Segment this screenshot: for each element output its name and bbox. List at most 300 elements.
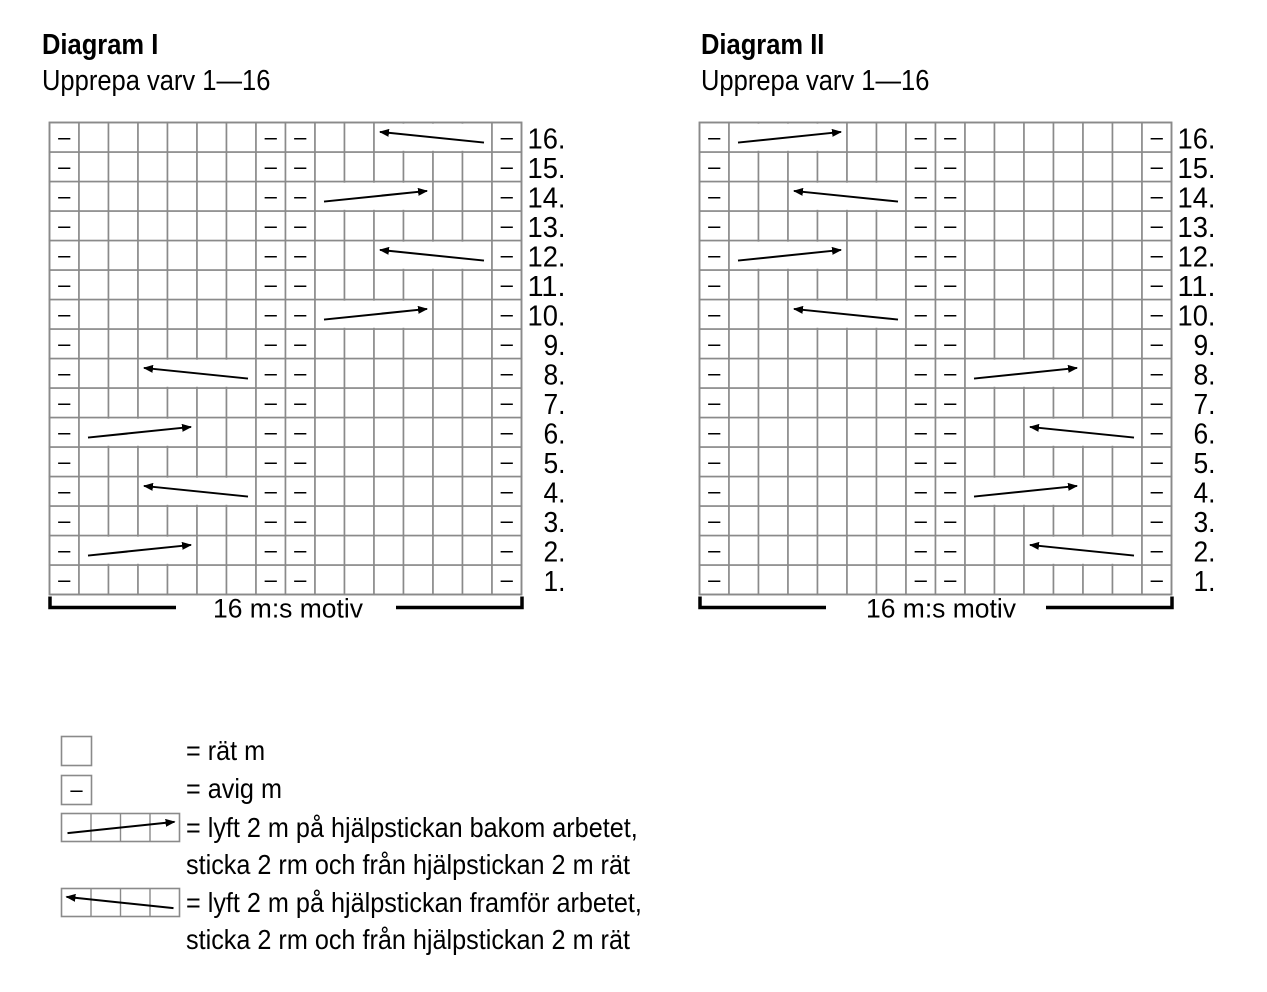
diagram-2-knit-cell xyxy=(788,359,818,389)
diagram-1-motif-bracket-left xyxy=(50,597,176,608)
diagram-2-purl-symbol: – xyxy=(944,389,957,415)
diagram-1-knit-cell xyxy=(79,359,109,389)
diagram-2-knit-cell xyxy=(818,211,848,241)
diagram-2-purl-symbol: – xyxy=(944,419,957,445)
diagram-2-knit-cell xyxy=(1054,270,1084,300)
diagram-2-knit-cell xyxy=(965,388,995,418)
diagram-2-purl-symbol: – xyxy=(1150,124,1163,150)
diagram-2-knit-cell xyxy=(965,536,995,566)
diagram-2-knit-cell xyxy=(995,152,1025,182)
diagram-2-purl-symbol: – xyxy=(944,330,957,356)
diagram-2-row-label: 9. xyxy=(1193,329,1216,362)
diagram-2-purl-symbol: – xyxy=(1150,301,1163,327)
diagram-2-knit-cell xyxy=(995,241,1025,271)
diagram-1-knit-cell xyxy=(168,447,198,477)
diagram-2-knit-cell xyxy=(818,565,848,595)
diagram-2-row-label: 16. xyxy=(1177,123,1216,156)
diagram-2-knit-cell xyxy=(1024,506,1054,536)
diagram-2-row-label: 2. xyxy=(1193,536,1216,569)
diagram-1-purl-symbol: – xyxy=(500,389,513,415)
diagram-1-knit-cell xyxy=(138,388,168,418)
diagram-1-knit-cell xyxy=(463,152,493,182)
diagram-1-knit-cell xyxy=(315,536,345,566)
diagram-2-motif-label: 16 m:s motiv xyxy=(866,593,1017,624)
diagram-2-knit-cell xyxy=(877,447,907,477)
diagram-2-knit-cell xyxy=(1024,152,1054,182)
diagram-2-knit-cell xyxy=(965,447,995,477)
diagram-1-motif-label: 16 m:s motiv xyxy=(213,593,364,624)
legend-cable-right-text-1: = lyft 2 m på hjälpstickan bakom arbetet, xyxy=(186,812,638,843)
diagram-1-knit-cell xyxy=(138,152,168,182)
diagram-1-knit-cell xyxy=(374,565,404,595)
diagram-1-row-label: 9. xyxy=(543,329,566,362)
diagram-1-knit-cell xyxy=(79,506,109,536)
diagram-1-knit-cell xyxy=(227,388,257,418)
diagram-1-purl-symbol: – xyxy=(58,330,71,356)
diagram-1-knit-cell xyxy=(315,211,345,241)
diagram-2-purl-symbol: – xyxy=(914,389,927,415)
diagram-1-knit-cell xyxy=(404,211,434,241)
diagram-1-knit-cell xyxy=(463,418,493,448)
diagram-2-purl-symbol: – xyxy=(944,566,957,592)
diagram-1-purl-symbol: – xyxy=(294,212,307,238)
diagram-2-purl-symbol: – xyxy=(1150,183,1163,209)
diagram-1-row-label: 10. xyxy=(527,300,566,333)
diagram-2-knit-cell xyxy=(788,270,818,300)
diagram-2-knit-cell xyxy=(995,182,1025,212)
diagram-1-knit-cell xyxy=(345,477,375,507)
diagram-2-knit-cell xyxy=(1054,329,1084,359)
diagram-2-knit-cell xyxy=(818,152,848,182)
diagram-2-knit-cell xyxy=(847,506,877,536)
diagram-1-purl-symbol: – xyxy=(58,242,71,268)
diagram-2-knit-cell xyxy=(818,477,848,507)
diagram-2-knit-cell xyxy=(1113,359,1143,389)
diagram-1-purl-symbol: – xyxy=(500,360,513,386)
diagram-2-knit-cell xyxy=(1113,270,1143,300)
diagram-1-knit-cell xyxy=(463,388,493,418)
diagram-1-knit-cell xyxy=(315,241,345,271)
diagram-1-motif-bracket-right xyxy=(396,597,522,608)
diagram-1-purl-symbol: – xyxy=(58,271,71,297)
diagram-1-knit-cell xyxy=(374,270,404,300)
diagram-2-knit-cell xyxy=(759,418,789,448)
diagram-1-knit-cell xyxy=(345,536,375,566)
diagram-1-knit-cell xyxy=(197,506,227,536)
diagram-2-knit-cell xyxy=(1054,123,1084,153)
diagram-1-knit-cell xyxy=(227,447,257,477)
diagram-2-knit-cell xyxy=(1024,270,1054,300)
diagram-2-knit-cell xyxy=(877,506,907,536)
diagram-1-knit-cell xyxy=(79,211,109,241)
diagram-1-purl-symbol: – xyxy=(264,153,277,179)
diagram-1-purl-symbol: – xyxy=(500,507,513,533)
diagram-1-knit-cell xyxy=(79,447,109,477)
diagram-1-knit-cell xyxy=(197,329,227,359)
diagram-1-purl-symbol: – xyxy=(500,124,513,150)
diagram-1-purl-symbol: – xyxy=(294,448,307,474)
diagram-1-knit-cell xyxy=(227,123,257,153)
diagram-1-knit-cell xyxy=(463,182,493,212)
diagram-1-knit-cell xyxy=(374,536,404,566)
diagram-2-purl-symbol: – xyxy=(708,183,721,209)
diagram-2-knit-cell xyxy=(818,536,848,566)
diagram-2-knit-cell xyxy=(759,152,789,182)
diagram-1-purl-symbol: – xyxy=(58,183,71,209)
diagram-2-purl-symbol: – xyxy=(914,478,927,504)
diagram-1-knit-cell xyxy=(404,418,434,448)
diagram-1-knit-cell xyxy=(345,506,375,536)
diagram-1-knit-cell xyxy=(109,123,139,153)
diagram-1-knit-cell xyxy=(79,329,109,359)
diagram-2-knit-cell xyxy=(788,477,818,507)
diagram-2-knit-cell xyxy=(847,329,877,359)
diagram-1-purl-symbol: – xyxy=(294,153,307,179)
diagram-2-purl-symbol: – xyxy=(914,537,927,563)
diagram-1-knit-cell xyxy=(138,182,168,212)
legend-knit-text: = rät m xyxy=(186,735,266,766)
diagram-2-purl-symbol: – xyxy=(708,271,721,297)
diagram-1-knit-cell xyxy=(197,565,227,595)
diagram-2-knit-cell xyxy=(1113,300,1143,330)
diagram-1-purl-symbol: – xyxy=(58,389,71,415)
diagram-1-purl-symbol: – xyxy=(500,153,513,179)
diagram-2-knit-cell xyxy=(995,270,1025,300)
diagram-1-row-label: 11. xyxy=(527,270,566,303)
diagram-2-knit-cell xyxy=(1113,152,1143,182)
diagram-2-knit-cell xyxy=(995,300,1025,330)
diagram-1-knit-cell xyxy=(79,477,109,507)
diagram-1-knit-cell xyxy=(315,359,345,389)
diagram-2-purl-symbol: – xyxy=(708,507,721,533)
diagram-2-knit-cell xyxy=(1054,241,1084,271)
diagram-1-knit-cell xyxy=(463,300,493,330)
diagram-2-knit-cell xyxy=(818,329,848,359)
diagram-2-knit-cell xyxy=(847,536,877,566)
diagram-2-knit-cell xyxy=(729,152,759,182)
diagram-1-knit-cell xyxy=(433,270,463,300)
diagram-1-row-label: 7. xyxy=(543,388,566,421)
diagram-1-knit-cell xyxy=(197,300,227,330)
diagram-1-purl-symbol: – xyxy=(264,566,277,592)
diagram-2-knit-cell xyxy=(1113,388,1143,418)
diagram-1-knit-cell xyxy=(138,300,168,330)
diagram-1-knit-cell xyxy=(433,506,463,536)
diagram-2-purl-symbol: – xyxy=(914,507,927,533)
diagram-1-knit-cell xyxy=(374,359,404,389)
diagram-1-knit-cell xyxy=(315,270,345,300)
diagram-2-grid xyxy=(700,123,1216,624)
diagram-1-knit-cell xyxy=(227,536,257,566)
diagram-1-purl-symbol: – xyxy=(500,301,513,327)
diagram-1-purl-symbol: – xyxy=(294,566,307,592)
diagram-1-knit-cell xyxy=(109,506,139,536)
diagram-2-knit-cell xyxy=(729,329,759,359)
diagram-2-knit-cell xyxy=(788,388,818,418)
diagram-1-knit-cell xyxy=(345,418,375,448)
diagram-1-knit-cell xyxy=(345,241,375,271)
diagram-1-row-label: 6. xyxy=(543,418,566,451)
diagram-2-knit-cell xyxy=(847,359,877,389)
diagram-1-knit-cell xyxy=(404,477,434,507)
diagram-2-knit-cell xyxy=(729,418,759,448)
diagram-1-purl-symbol: – xyxy=(58,537,71,563)
diagram-2-purl-symbol: – xyxy=(1150,242,1163,268)
diagram-2-knit-cell xyxy=(818,359,848,389)
diagram-1-purl-symbol: – xyxy=(58,507,71,533)
diagram-1-purl-symbol: – xyxy=(264,301,277,327)
diagram-2-purl-symbol: – xyxy=(914,212,927,238)
diagram-2-knit-cell xyxy=(965,418,995,448)
diagram-2-knit-cell xyxy=(965,211,995,241)
diagram-1-purl-symbol: – xyxy=(294,124,307,150)
diagram-1-title: Diagram I xyxy=(42,29,159,61)
diagram-2-purl-symbol: – xyxy=(944,183,957,209)
diagram-1-knit-cell xyxy=(404,152,434,182)
diagram-1-knit-cell xyxy=(79,182,109,212)
diagram-2-purl-symbol: – xyxy=(1150,389,1163,415)
diagram-2-purl-symbol: – xyxy=(1150,212,1163,238)
diagram-1-knit-cell xyxy=(404,359,434,389)
diagram-1-knit-cell xyxy=(404,388,434,418)
diagram-2-purl-symbol: – xyxy=(708,478,721,504)
diagram-1-purl-symbol: – xyxy=(294,330,307,356)
diagram-2-knit-cell xyxy=(1113,565,1143,595)
diagram-2-knit-cell xyxy=(759,300,789,330)
diagram-2-knit-cell xyxy=(729,536,759,566)
diagram-1-purl-symbol: – xyxy=(58,478,71,504)
diagram-1-knit-cell xyxy=(109,359,139,389)
diagram-1-purl-symbol: – xyxy=(294,360,307,386)
diagram-2-knit-cell xyxy=(788,447,818,477)
diagram-1-row-label: 3. xyxy=(543,506,566,539)
diagram-1-knit-cell xyxy=(79,270,109,300)
diagram-2-knit-cell xyxy=(729,211,759,241)
diagram-2-knit-cell xyxy=(729,270,759,300)
diagram-2-knit-cell xyxy=(1054,182,1084,212)
diagram-1-row-label: 2. xyxy=(543,536,566,569)
legend-cable-left-text-2: sticka 2 rm och från hjälpstickan 2 m rät xyxy=(186,924,630,955)
diagram-2-knit-cell xyxy=(729,506,759,536)
diagram-2-knit-cell xyxy=(1083,359,1113,389)
diagram-2-purl-symbol: – xyxy=(914,153,927,179)
diagram-1-knit-cell xyxy=(315,447,345,477)
diagram-1-knit-cell xyxy=(168,329,198,359)
diagram-2-knit-cell xyxy=(1083,565,1113,595)
diagram-2-purl-symbol: – xyxy=(944,507,957,533)
diagram-1-knit-cell xyxy=(315,477,345,507)
diagram-2-knit-cell xyxy=(995,329,1025,359)
diagram-2-knit-cell xyxy=(1054,447,1084,477)
diagram-2-knit-cell xyxy=(759,565,789,595)
diagram-1-purl-symbol: – xyxy=(294,537,307,563)
diagram-2-row-label: 15. xyxy=(1177,152,1216,185)
diagram-1-knit-cell xyxy=(463,506,493,536)
diagram-1-knit-cell xyxy=(404,329,434,359)
diagram-1-knit-cell xyxy=(374,447,404,477)
diagram-1-purl-symbol: – xyxy=(294,271,307,297)
diagram-2-knit-cell xyxy=(965,270,995,300)
diagram-2-knit-cell xyxy=(788,536,818,566)
diagram-2-purl-symbol: – xyxy=(944,242,957,268)
diagram-1-knit-cell xyxy=(109,329,139,359)
diagram-1-knit-cell xyxy=(138,270,168,300)
diagram-1-knit-cell xyxy=(315,565,345,595)
diagram-1-knit-cell xyxy=(109,211,139,241)
diagram-2-knit-cell xyxy=(759,211,789,241)
diagram-1-knit-cell xyxy=(227,329,257,359)
diagram-1-purl-symbol: – xyxy=(264,271,277,297)
diagram-2-knit-cell xyxy=(788,506,818,536)
diagram-1-purl-symbol: – xyxy=(264,183,277,209)
diagram-1-knit-cell xyxy=(138,329,168,359)
diagram-2-purl-symbol: – xyxy=(914,566,927,592)
diagram-1-knit-cell xyxy=(168,123,198,153)
diagram-1-row-label: 15. xyxy=(527,152,566,185)
diagram-2-purl-symbol: – xyxy=(944,124,957,150)
diagram-1-knit-cell xyxy=(109,477,139,507)
diagram-2-purl-symbol: – xyxy=(944,537,957,563)
diagram-1-row-label: 8. xyxy=(543,359,566,392)
diagram-2-knit-cell xyxy=(965,241,995,271)
diagram-2-knit-cell xyxy=(877,123,907,153)
diagram-2-knit-cell xyxy=(759,270,789,300)
diagram-1-knit-cell xyxy=(433,182,463,212)
diagram-1-knit-cell xyxy=(79,300,109,330)
diagram-1-knit-cell xyxy=(168,270,198,300)
diagram-2-knit-cell xyxy=(877,152,907,182)
diagram-2-knit-cell xyxy=(1054,152,1084,182)
diagram-1-knit-cell xyxy=(79,152,109,182)
legend-purl-text: = avig m xyxy=(186,773,282,804)
diagram-1-knit-cell xyxy=(433,565,463,595)
diagram-1-knit-cell xyxy=(138,211,168,241)
diagram-1-knit-cell xyxy=(374,506,404,536)
diagram-1-purl-symbol: – xyxy=(294,301,307,327)
legend-purl-dash: – xyxy=(70,777,83,802)
diagram-1-row-label: 4. xyxy=(543,477,566,510)
diagram-2-knit-cell xyxy=(1113,506,1143,536)
diagram-1-purl-symbol: – xyxy=(500,212,513,238)
diagram-2-purl-symbol: – xyxy=(944,153,957,179)
diagram-2-knit-cell xyxy=(1113,447,1143,477)
diagram-1-knit-cell xyxy=(197,241,227,271)
diagram-1-purl-symbol: – xyxy=(264,478,277,504)
diagram-1-knit-cell xyxy=(345,565,375,595)
diagram-1-knit-cell xyxy=(315,418,345,448)
diagram-2-knit-cell xyxy=(1083,152,1113,182)
diagram-2-purl-symbol: – xyxy=(1150,360,1163,386)
diagram-1-knit-cell xyxy=(79,565,109,595)
diagram-1-knit-cell xyxy=(227,565,257,595)
diagram-2-motif-bracket-left xyxy=(700,597,826,608)
diagram-2-knit-cell xyxy=(847,447,877,477)
diagram-2-knit-cell xyxy=(1113,241,1143,271)
diagram-2-knit-cell xyxy=(1083,477,1113,507)
diagram-1-knit-cell xyxy=(345,447,375,477)
diagram-2-knit-cell xyxy=(1054,565,1084,595)
diagram-1-knit-cell xyxy=(109,447,139,477)
legend-cable-right-text-2: sticka 2 rm och från hjälpstickan 2 m rät xyxy=(186,849,630,880)
diagram-1-knit-cell xyxy=(168,565,198,595)
diagram-2-knit-cell xyxy=(995,506,1025,536)
diagram-1-purl-symbol: – xyxy=(58,448,71,474)
diagram-2-row-label: 3. xyxy=(1193,506,1216,539)
diagram-2-knit-cell xyxy=(759,388,789,418)
diagram-1-knit-cell xyxy=(345,152,375,182)
diagram-1-knit-cell xyxy=(374,329,404,359)
diagram-2-purl-symbol: – xyxy=(1150,537,1163,563)
diagram-2-knit-cell xyxy=(729,565,759,595)
diagram-1-knit-cell xyxy=(463,359,493,389)
diagram-1-knit-cell xyxy=(109,241,139,271)
diagram-2-knit-cell xyxy=(877,418,907,448)
diagram-2-purl-symbol: – xyxy=(944,301,957,327)
diagram-1-purl-symbol: – xyxy=(264,389,277,415)
diagram-1-knit-cell xyxy=(404,536,434,566)
diagram-2-knit-cell xyxy=(818,506,848,536)
diagram-2-knit-cell xyxy=(729,388,759,418)
diagram-1-knit-cell xyxy=(463,329,493,359)
diagram-1-knit-cell xyxy=(197,152,227,182)
diagram-2-knit-cell xyxy=(1024,388,1054,418)
diagram-1-knit-cell xyxy=(79,123,109,153)
diagram-2-knit-cell xyxy=(847,418,877,448)
diagram-1-purl-symbol: – xyxy=(500,566,513,592)
diagram-1-purl-symbol: – xyxy=(264,448,277,474)
diagram-1-row-label: 16. xyxy=(527,123,566,156)
diagram-2-purl-symbol: – xyxy=(914,242,927,268)
diagram-2-knit-cell xyxy=(877,359,907,389)
diagram-2-knit-cell xyxy=(788,329,818,359)
diagram-1-knit-cell xyxy=(197,211,227,241)
diagram-2-knit-cell xyxy=(847,152,877,182)
diagram-1-knit-cell xyxy=(345,388,375,418)
diagram-2-knit-cell xyxy=(877,329,907,359)
diagram-1-row-label: 14. xyxy=(527,182,566,215)
diagram-2-row-label: 11. xyxy=(1177,270,1216,303)
diagram-1-purl-symbol: – xyxy=(294,183,307,209)
diagram-2-purl-symbol: – xyxy=(914,301,927,327)
diagram-1-row-label: 13. xyxy=(527,211,566,244)
diagram-2-knit-cell xyxy=(965,123,995,153)
legend-cable-left-text-1: = lyft 2 m på hjälpstickan framför arbetet, xyxy=(186,887,642,918)
diagram-1-purl-symbol: – xyxy=(58,360,71,386)
diagram-1-row-label: 5. xyxy=(543,447,566,480)
diagram-2-knit-cell xyxy=(788,565,818,595)
diagram-1-purl-symbol: – xyxy=(58,153,71,179)
diagram-1-knit-cell xyxy=(109,270,139,300)
diagram-2-row-label: 5. xyxy=(1193,447,1216,480)
diagram-2-knit-cell xyxy=(729,182,759,212)
diagram-2-purl-symbol: – xyxy=(944,478,957,504)
diagram-1-knit-cell xyxy=(138,447,168,477)
diagram-1-knit-cell xyxy=(433,418,463,448)
diagram-2-motif-bracket-right xyxy=(1046,597,1172,608)
diagram-2-row-label: 8. xyxy=(1193,359,1216,392)
diagram-2-knit-cell xyxy=(1054,300,1084,330)
diagram-1-purl-symbol: – xyxy=(500,419,513,445)
diagram-1-knit-cell xyxy=(463,270,493,300)
diagram-2-purl-symbol: – xyxy=(708,389,721,415)
diagram-2-knit-cell xyxy=(759,182,789,212)
diagram-1-purl-symbol: – xyxy=(264,212,277,238)
diagram-1-knit-cell xyxy=(433,536,463,566)
diagram-2-knit-cell xyxy=(788,418,818,448)
diagram-1-knit-cell xyxy=(197,536,227,566)
diagram-2-knit-cell xyxy=(877,211,907,241)
diagram-2-subtitle: Upprepa varv 1—16 xyxy=(701,65,930,97)
